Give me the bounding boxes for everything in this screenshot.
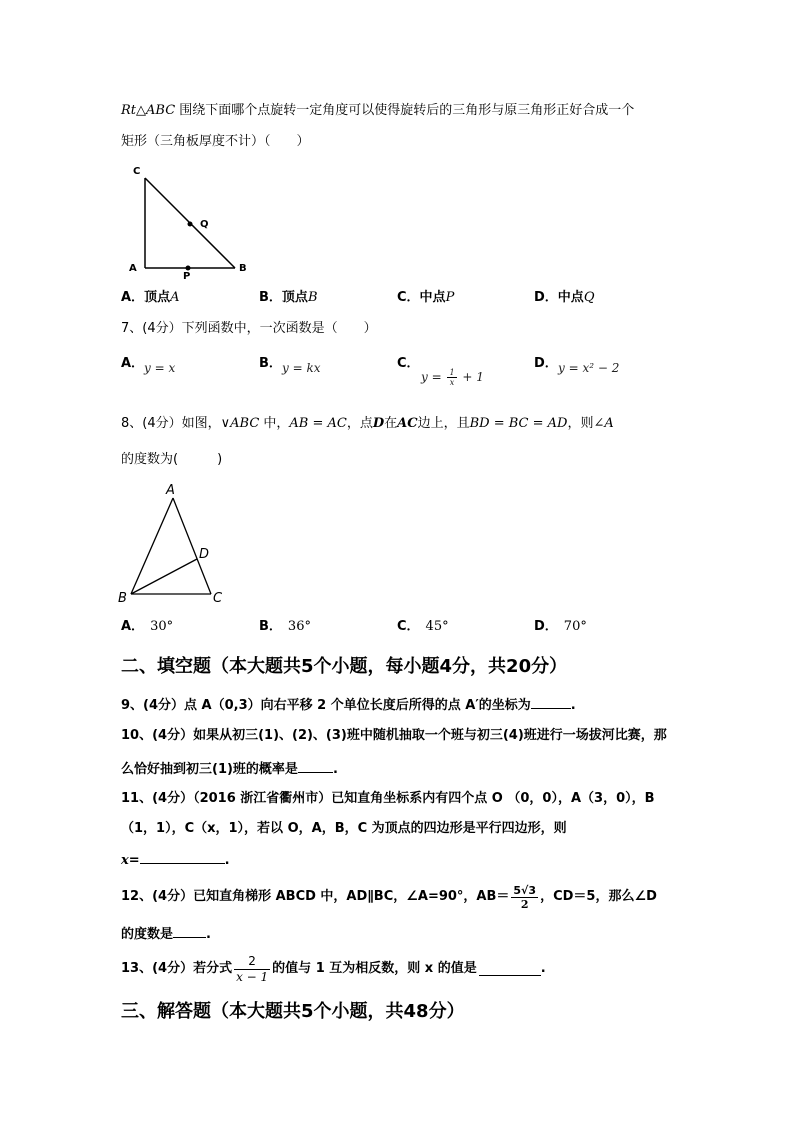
q7-option-a-math: y = x: [144, 361, 176, 375]
q6-triangle-name: Rt△ABC: [121, 103, 176, 118]
q11-answer-blank[interactable]: [140, 851, 225, 864]
q8-label-a: A: [166, 483, 175, 498]
q6-option-a[interactable]: A．顶点A: [121, 290, 180, 305]
q7-option-c-letter[interactable]: C．: [397, 356, 420, 371]
q11-line2: （1，1），C（x，1），若以 O，A，B，C 为顶点的四边形是平行四边形，则: [121, 821, 567, 836]
q8-option-d[interactable]: D． 70°: [534, 619, 587, 634]
q12-line1: 12、(4分）已知直角梯形 ABCD 中，AD∥BC，∠A=90°，AB＝ $\frac{5√3}{2}$ ，CD＝5，那么∠D: [121, 883, 657, 911]
q7-option-c-math: y = $\frac{1}{x}$ + 1: [421, 368, 484, 387]
q13-answer-blank[interactable]: [479, 963, 541, 976]
q6-option-d[interactable]: D．中点Q: [534, 290, 595, 305]
q6-stem-line2: 矩形（三角板厚度不计）（ ）: [121, 134, 310, 149]
q6-option-c[interactable]: C．中点P: [397, 290, 455, 305]
q6-point-p: [186, 266, 191, 271]
q8-option-a[interactable]: A． 30°: [121, 619, 174, 634]
q6-option-b[interactable]: B．顶点B: [259, 290, 318, 305]
q7-option-d-letter[interactable]: D．: [534, 356, 558, 371]
section-3-title: 三、解答题（本大题共5个小题，共48分）: [121, 1001, 465, 1022]
q10-line2: 么恰好抽到初三(1)班的概率是 .: [121, 762, 338, 777]
q12-answer-blank[interactable]: [173, 925, 206, 938]
q6-stem-line1: [121, 102, 634, 120]
q7-option-d-math: y = x² − 2: [558, 361, 620, 375]
q7-option-a-letter[interactable]: A．: [121, 356, 145, 371]
q6-label-c: C: [133, 166, 141, 177]
q6-label-p: P: [183, 271, 191, 280]
q8-side-ab: [131, 498, 173, 594]
q8-option-c[interactable]: C． 45°: [397, 619, 449, 634]
q8-stem-line2: 的度数为( ): [121, 452, 223, 467]
q11-line1: 11、(4分）（2016 浙江省衢州市）已知直角坐标系内有四个点 O （0，0），A（3，0），B: [121, 791, 655, 806]
q6-label-q: Q: [200, 219, 209, 230]
q6-label-b: B: [239, 263, 247, 274]
q13-fraction: $\frac{2}{x - 1}$: [236, 953, 269, 984]
q6-label-a: A: [129, 263, 137, 274]
q10-answer-blank[interactable]: [298, 760, 333, 773]
q8-stem-line1: 8、(4分）如图，∨ABC 中，AB = AC，点D在AC边上，且BD = BC = AD，则∠A: [121, 416, 614, 431]
q7-option-b-math: y = kx: [282, 361, 321, 375]
q7-stem: 7、(4分）下列函数中，一次函数是（ ）: [121, 321, 377, 336]
q7-option-b-letter[interactable]: B．: [259, 356, 282, 371]
q13-line1: 13、(4分）若分式 $\frac{2}{x - 1}$ 的值与 1 互为相反数，则 x 的值是 .: [121, 953, 546, 984]
q9-text: 9、(4分）点 A（0,3）向右平移 2 个单位长度后所得的点 A′的坐标为 .: [121, 698, 576, 713]
section-2-title: 二、填空题（本大题共5个小题，每小题4分，共20分）: [121, 656, 568, 677]
q11-line3: x= .: [121, 853, 230, 868]
q8-label-b: B: [118, 591, 127, 606]
q12-fraction: $\frac{5√3}{2}$: [513, 883, 537, 911]
q6-triangle-figure: [120, 160, 260, 280]
q6-stem-text: 围绕下面哪个点旋转一定角度可以使得旋转后的三角形与原三角形正好合成一个: [175, 103, 635, 118]
q8-triangle-figure: [115, 478, 235, 610]
q8-segment-bd: [131, 559, 197, 594]
q7-option-c-fraction: $\frac{1}{x}$: [449, 368, 455, 387]
q9-answer-blank[interactable]: [531, 696, 571, 709]
q8-side-ac: [173, 498, 211, 594]
q12-line2: 的度数是 .: [121, 927, 211, 942]
q6-point-q: [188, 222, 193, 227]
q8-label-c: C: [213, 591, 223, 606]
q8-option-b[interactable]: B． 36°: [259, 619, 311, 634]
q10-line1: 10、(4分）如果从初三(1)、(2)、(3)班中随机抽取一个班与初三(4)班进行一场拔河比赛，那: [121, 728, 667, 743]
q8-label-d: D: [199, 547, 210, 562]
